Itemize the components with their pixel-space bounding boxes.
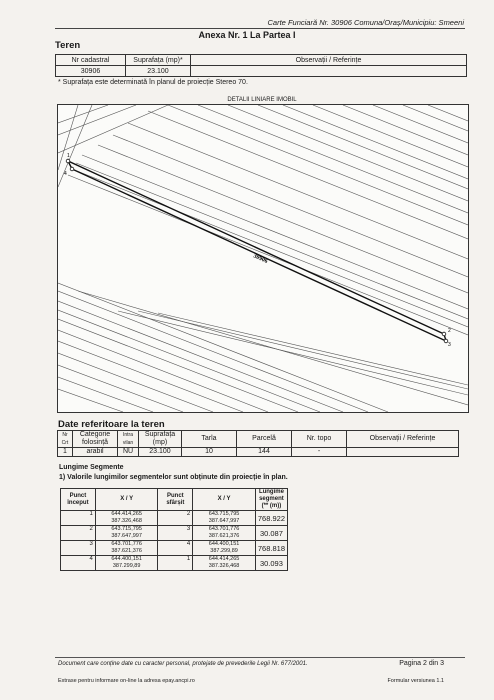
dr-cell-nr-crt: 1	[58, 448, 73, 457]
footer-extras: Extrase pentru informare on-line la adresa epay.ancpi.ro	[58, 678, 195, 684]
teren-table	[55, 54, 467, 77]
parcel-label: 30906	[252, 253, 269, 265]
segment-row	[61, 556, 288, 571]
lungime-subtitle: 1) Valorile lungimilor segmentelor sunt obținute din proiecție în plan.	[59, 474, 288, 481]
segment-start: 4	[61, 556, 96, 571]
anexa-title: Anexa Nr. 1 La Partea I	[198, 30, 296, 40]
dr-header-suprafata: Suprafața (mp)	[139, 431, 182, 448]
segment-end-xy: 644.400,151 387.299,89	[193, 541, 256, 556]
dr-header-tarla: Tarla	[182, 431, 237, 448]
parcel-vertex-1	[66, 159, 70, 163]
segment-start: 3	[61, 541, 96, 556]
segment-start-xy: 643.715,795 387.647,997	[95, 526, 158, 541]
dr-cell-tarla: 10	[182, 448, 237, 457]
dr-header-nr-topo: Nr. topo	[292, 431, 347, 448]
dr-header-intravilan: Intra vilan	[118, 431, 139, 448]
dr-header-observatii: Observații / Referințe	[347, 431, 459, 448]
ls-header-xy-start: X / Y	[95, 489, 158, 511]
parcel-map	[57, 104, 469, 413]
dr-cell-intravilan: NU	[118, 448, 139, 457]
dr-cell-suprafata: 23.100	[139, 448, 182, 457]
dr-cell-nr-topo: -	[292, 448, 347, 457]
point-label-1: 1	[67, 153, 70, 159]
footer-disclaimer: Document care conține date cu caracter personal, protejate de prevederile Legii Nr. 677/2001.	[58, 661, 308, 667]
teren-cell-suprafata: 23.100	[126, 66, 191, 77]
segment-end: 3	[158, 526, 193, 541]
carte-funciara-header: Carte Funciară Nr. 30906 Comuna/Oraș/Municipiu: Smeeni	[267, 18, 464, 27]
segment-start-xy: 644.414,265 387.326,468	[95, 511, 158, 526]
parcel-30906-outline	[68, 161, 446, 341]
suprafata-note: * Suprafața este determinată în planul de proiecție Stereo 70.	[58, 79, 248, 86]
teren-header-nr-cadastral: Nr cadastral	[56, 55, 126, 66]
segment-end-xy: 644.414,265 387.326,468	[193, 556, 256, 571]
header-rule	[55, 28, 465, 29]
teren-header-suprafata: Suprafața (mp)*	[126, 55, 191, 66]
parcel-vertex-4	[70, 167, 74, 171]
segment-end: 2	[158, 511, 193, 526]
ls-header-punct-inceput: Punct început	[61, 489, 96, 511]
segment-start-xy: 644.400,151 387.299,89	[95, 556, 158, 571]
ls-header-xy-end: X / Y	[193, 489, 256, 511]
dr-cell-observatii	[347, 448, 459, 457]
dr-cell-categorie: arabil	[73, 448, 118, 457]
date-referitoare-table	[57, 430, 459, 457]
lungime-title: Lungime Segmente	[59, 464, 124, 471]
teren-cell-observatii	[191, 66, 467, 77]
date-referitoare-title: Date referitoare la teren	[58, 419, 165, 430]
footer-formular: Formular versiunea 1.1	[387, 678, 444, 684]
dr-header-categorie: Categorie folosință	[73, 431, 118, 448]
segment-row	[61, 511, 288, 526]
segment-start: 2	[61, 526, 96, 541]
segment-row	[61, 541, 288, 556]
detalii-title: DETALII LINIARE IMOBIL	[227, 97, 297, 103]
footer-rule	[55, 657, 465, 658]
segment-row	[61, 526, 288, 541]
segment-length: 768.922	[255, 511, 287, 526]
segment-start: 1	[61, 511, 96, 526]
segment-length: 30.093	[255, 556, 287, 571]
segment-length: 30.087	[255, 526, 287, 541]
point-label-4: 4	[64, 171, 67, 177]
lungime-segmente-table	[60, 488, 288, 571]
teren-cell-nr-cadastral: 30906	[56, 66, 126, 77]
parcel-vertex-2	[442, 332, 446, 336]
ls-header-punct-sfarsit: Punct sfârșit	[158, 489, 193, 511]
dr-header-nr-crt: Nr Crt	[58, 431, 73, 448]
dr-cell-parcela: 144	[237, 448, 292, 457]
dr-header-parcela: Parcelă	[237, 431, 292, 448]
segment-start-xy: 643.701,776 387.621,376	[95, 541, 158, 556]
parcel-map-svg	[58, 105, 468, 412]
page-number: Pagina 2 din 3	[399, 660, 444, 667]
segment-end-xy: 643.701,776 387.621,376	[193, 526, 256, 541]
teren-header-observatii: Observații / Referințe	[191, 55, 467, 66]
teren-title: Teren	[55, 40, 81, 51]
segment-end: 4	[158, 541, 193, 556]
segment-end: 1	[158, 556, 193, 571]
segment-end-xy: 643.715,795 387.647,997	[193, 511, 256, 526]
point-label-3: 3	[448, 342, 451, 348]
segment-length: 768.818	[255, 541, 287, 556]
ls-header-lungime: Lungime segment (** (m))	[255, 489, 287, 511]
point-label-2: 2	[448, 328, 451, 334]
